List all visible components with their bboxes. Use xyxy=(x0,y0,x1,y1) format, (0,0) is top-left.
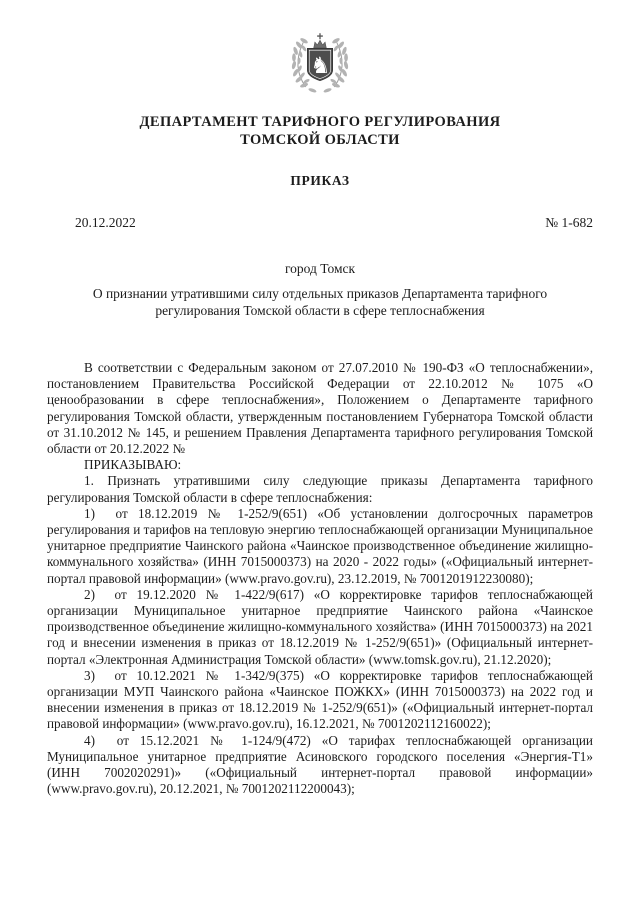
body-paragraph-clause-1: 1. Признать утратившими силу следующие приказы Департамента тарифного регулирования Томской области в сфере теплоснабжения: xyxy=(47,473,593,505)
svg-text:♞: ♞ xyxy=(310,53,331,80)
organization-name xyxy=(47,113,593,149)
date-number-row xyxy=(47,215,593,231)
body-paragraph-item-2: 2) от 19.12.2020 № 1-422/9(617) «О корректировке тарифов теплоснабжающей организации Муниципальное унитарное предприятие Чаинского района «Чаинское производственное объединение жилищно-коммунального хозяйства» (ИНН 7015000373) на 2021 год и внесении изменения в приказ от 18.12.2019 № 1-252/9(651)» (Официальный интернет-портал «Электронная Администрация Томской области» (www.tomsk.gov.ru), 21.12.2020); xyxy=(47,586,593,667)
organization-name-line1: ДЕПАРТАМЕНТ ТАРИФНОГО РЕГУЛИРОВАНИЯ xyxy=(139,114,501,130)
document-number: № 1-682 xyxy=(545,215,593,230)
body-paragraph-item-1: 1) от 18.12.2019 № 1-252/9(651) «Об установлении долгосрочных параметров регулирования и тарифов на тепловую энергию теплоснабжающей организации Муниципальное унитарное предприятие Чаинского района «Чаинское производственное объединение жилищно-коммунального хозяйства» (ИНН 7015000373) на 2020 - 2022 годы» («Официальный интернет-портал правовой информации» (www.pravo.gov.ru), 23.12.2019, № 7001201912230080); xyxy=(47,505,593,586)
document-body xyxy=(47,360,593,797)
city-line: город Томск xyxy=(284,261,356,276)
document-type-heading: ПРИКАЗ xyxy=(290,173,350,188)
body-paragraph-item-4: 4) от 15.12.2021 № 1-124/9(472) «О тарифах теплоснабжающей организации Муниципальное унитарное предприятие Асиновского городского поселения «Энергия-Т1» (ИНН 7002020291)» («Официальный интернет-портал правовой информации» (www.pravo.gov.ru), 20.12.2021, № 7001202112200043); xyxy=(47,732,593,797)
coat-of-arms-emblem xyxy=(47,33,593,104)
document-subject: О признании утратившими силу отдельных приказов Департамента тарифного регулирования Томской области в сфере теплоснабжения xyxy=(92,286,548,318)
organization-name-line2: ТОМСКОЙ ОБЛАСТИ xyxy=(240,132,400,148)
body-paragraph-item-3: 3) от 10.12.2021 № 1-342/9(375) «О корректировке тарифов теплоснабжающей организации МУП Чаинского района «Чаинское ПОЖКХ» (ИНН 7015000373) на 2022 год и внесении изменения в приказ от 18.12.2019 № 1-252/9(651)» («Официальный интернет-портал правовой информации» (www.pravo.gov.ru), 16.12.2021, № 7001202112160022); xyxy=(47,667,593,732)
body-paragraph-order-word: ПРИКАЗЫВАЮ: xyxy=(84,457,182,473)
tomsk-coat-of-arms-icon xyxy=(278,33,362,104)
body-paragraph-intro: В соответствии с Федеральным законом от 27.07.2010 № 190-ФЗ «О теплоснабжении», постановлением Правительства Российской Федерации от 22.10.2012 № 1075 «О ценообразовании в сфере теплоснабжения», Положением о Департаменте тарифного регулирования Томской области, утвержденным постановлением Губернатора Томской области от 31.10.2012 № 145, и решением Правления Департамента тарифного регулирования Томской области от 20.12.2022 № xyxy=(47,360,593,457)
document-date: 20.12.2022 xyxy=(75,215,136,230)
